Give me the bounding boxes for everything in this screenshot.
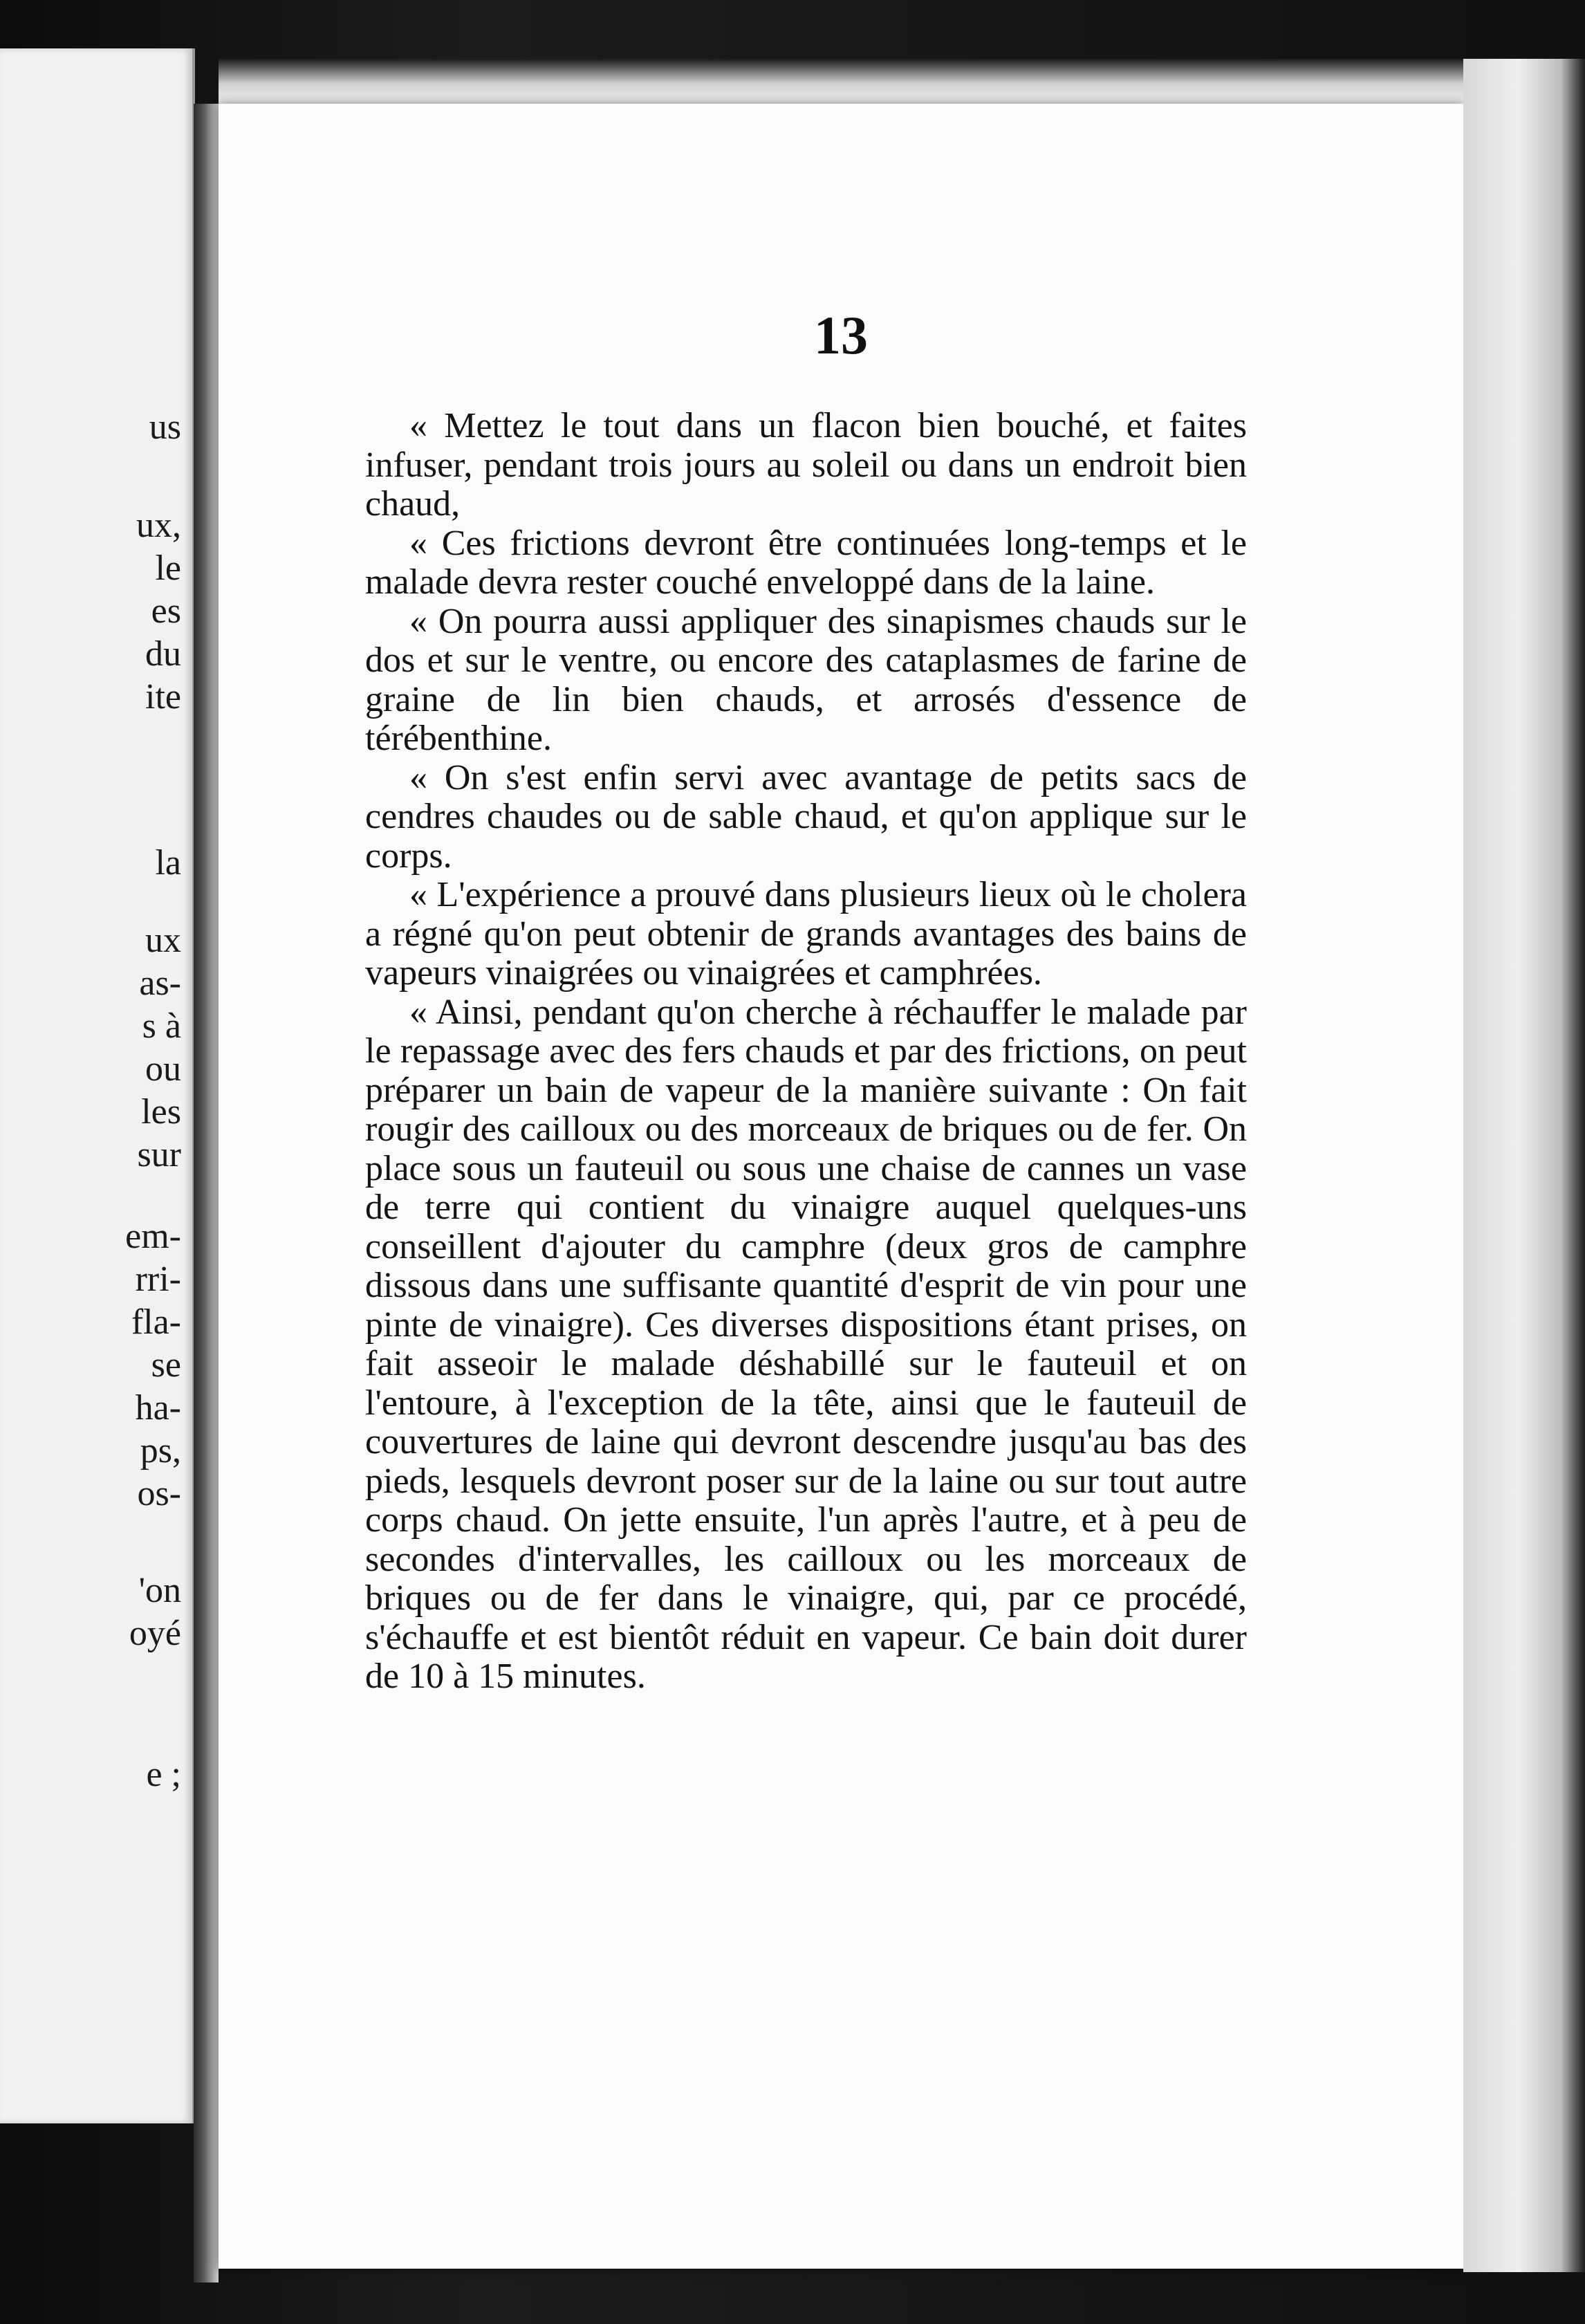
previous-page-fragment: fla- (131, 1302, 181, 1342)
previous-page-fragment: ou (145, 1049, 181, 1089)
paragraph: « L'expérience a prouvé dans plusieurs lieux où le cholera a régné qu'on peut obtenir de grands avantages des bains de vapeurs vinaigrées ou vinaigrées et camphrées. (365, 875, 1247, 993)
previous-page (0, 48, 195, 2123)
previous-page-fragment: s à (142, 1006, 181, 1046)
previous-page-fragment: as- (139, 963, 181, 1003)
page-number: 13 (814, 305, 868, 365)
previous-page-fragment: les (141, 1092, 181, 1132)
previous-page-fragment: em- (125, 1217, 181, 1256)
paragraph: « Ainsi, pendant qu'on cherche à réchauffer le malade par le repassage avec des fers chauds et par des frictions, on peut préparer un bain de vapeur de la manière suivante : On fait rougir des cailloux ou des morceaux de briques ou de fer. On place sous un fauteuil ou sous une chaise de cannes un vase de terre qui contient du vinaigre auquel quelques-uns conseillent d'ajouter du camphre (deux gros de camphre dissous dans une suffisante quantité d'esprit de vin pour une pinte de vinaigre). Ces diverses dispositions étant prises, on fait asseoir le malade déshabillé sur le fauteuil et on l'entoure, à l'exception de la tête, ainsi que le fauteuil de couvertures de laine qui devront descendre jusqu'au bas des pieds, lesquels devront poser sur de la laine ou sur tout autre corps chaud. On jette ensuite, l'un après l'autre, et à peu de secondes d'intervalles, les cailloux ou les morceaux de briques ou de fer dans le vinaigre, qui, par ce procédé, s'échauffe et est bientôt réduit en vapeur. Ce bain doit durer de 10 à 15 minutes. (365, 992, 1247, 1696)
paragraph: « On s'est enfin servi avec avantage de petits sacs de cendres chaudes ou de sable chaud, et qu'on applique sur le corps. (365, 757, 1247, 876)
page-curl-edge (1463, 59, 1585, 2272)
previous-page-fragment: ha- (135, 1388, 181, 1428)
previous-page-fragment: la (155, 843, 181, 883)
paragraph: « On pourra aussi appliquer des sinapismes chauds sur le dos et sur le ventre, ou encore des cataplasmes de farine de graine de lin bien chauds, et arrosés d'essence de térébenthine. (365, 601, 1247, 758)
previous-page-fragment: os- (137, 1474, 181, 1513)
previous-page-fragment: ite (145, 677, 181, 717)
previous-page-fragment: ps, (140, 1431, 181, 1470)
previous-page-fragment: du (145, 634, 181, 674)
previous-page-fragment: sur (137, 1135, 181, 1174)
previous-page-fragment: rri- (135, 1260, 181, 1299)
paragraph: « Ces frictions devront être continuées long-temps et le malade devra rester couché enveloppé dans de la laine. (365, 523, 1247, 602)
page-body (365, 407, 1247, 1697)
previous-page-fragment: le (155, 548, 181, 588)
previous-page-fragment: ux (145, 921, 181, 960)
book-binding-edge (194, 104, 219, 2282)
previous-page-fragment: es (151, 591, 181, 631)
previous-page-fragment: se (151, 1345, 181, 1385)
previous-page-fragment: us (149, 407, 181, 447)
page-top-edge (219, 59, 1463, 104)
paragraph: « Mettez le tout dans un flacon bien bouché, et faites infuser, pendant trois jours au soleil ou dans un endroit bien chaud, (365, 406, 1247, 524)
previous-page-fragment: e ; (146, 1755, 181, 1794)
current-page (219, 104, 1463, 2269)
previous-page-fragment: oyé (129, 1614, 181, 1653)
previous-page-fragment: 'on (138, 1571, 181, 1610)
previous-page-fragment: ux, (136, 506, 181, 545)
